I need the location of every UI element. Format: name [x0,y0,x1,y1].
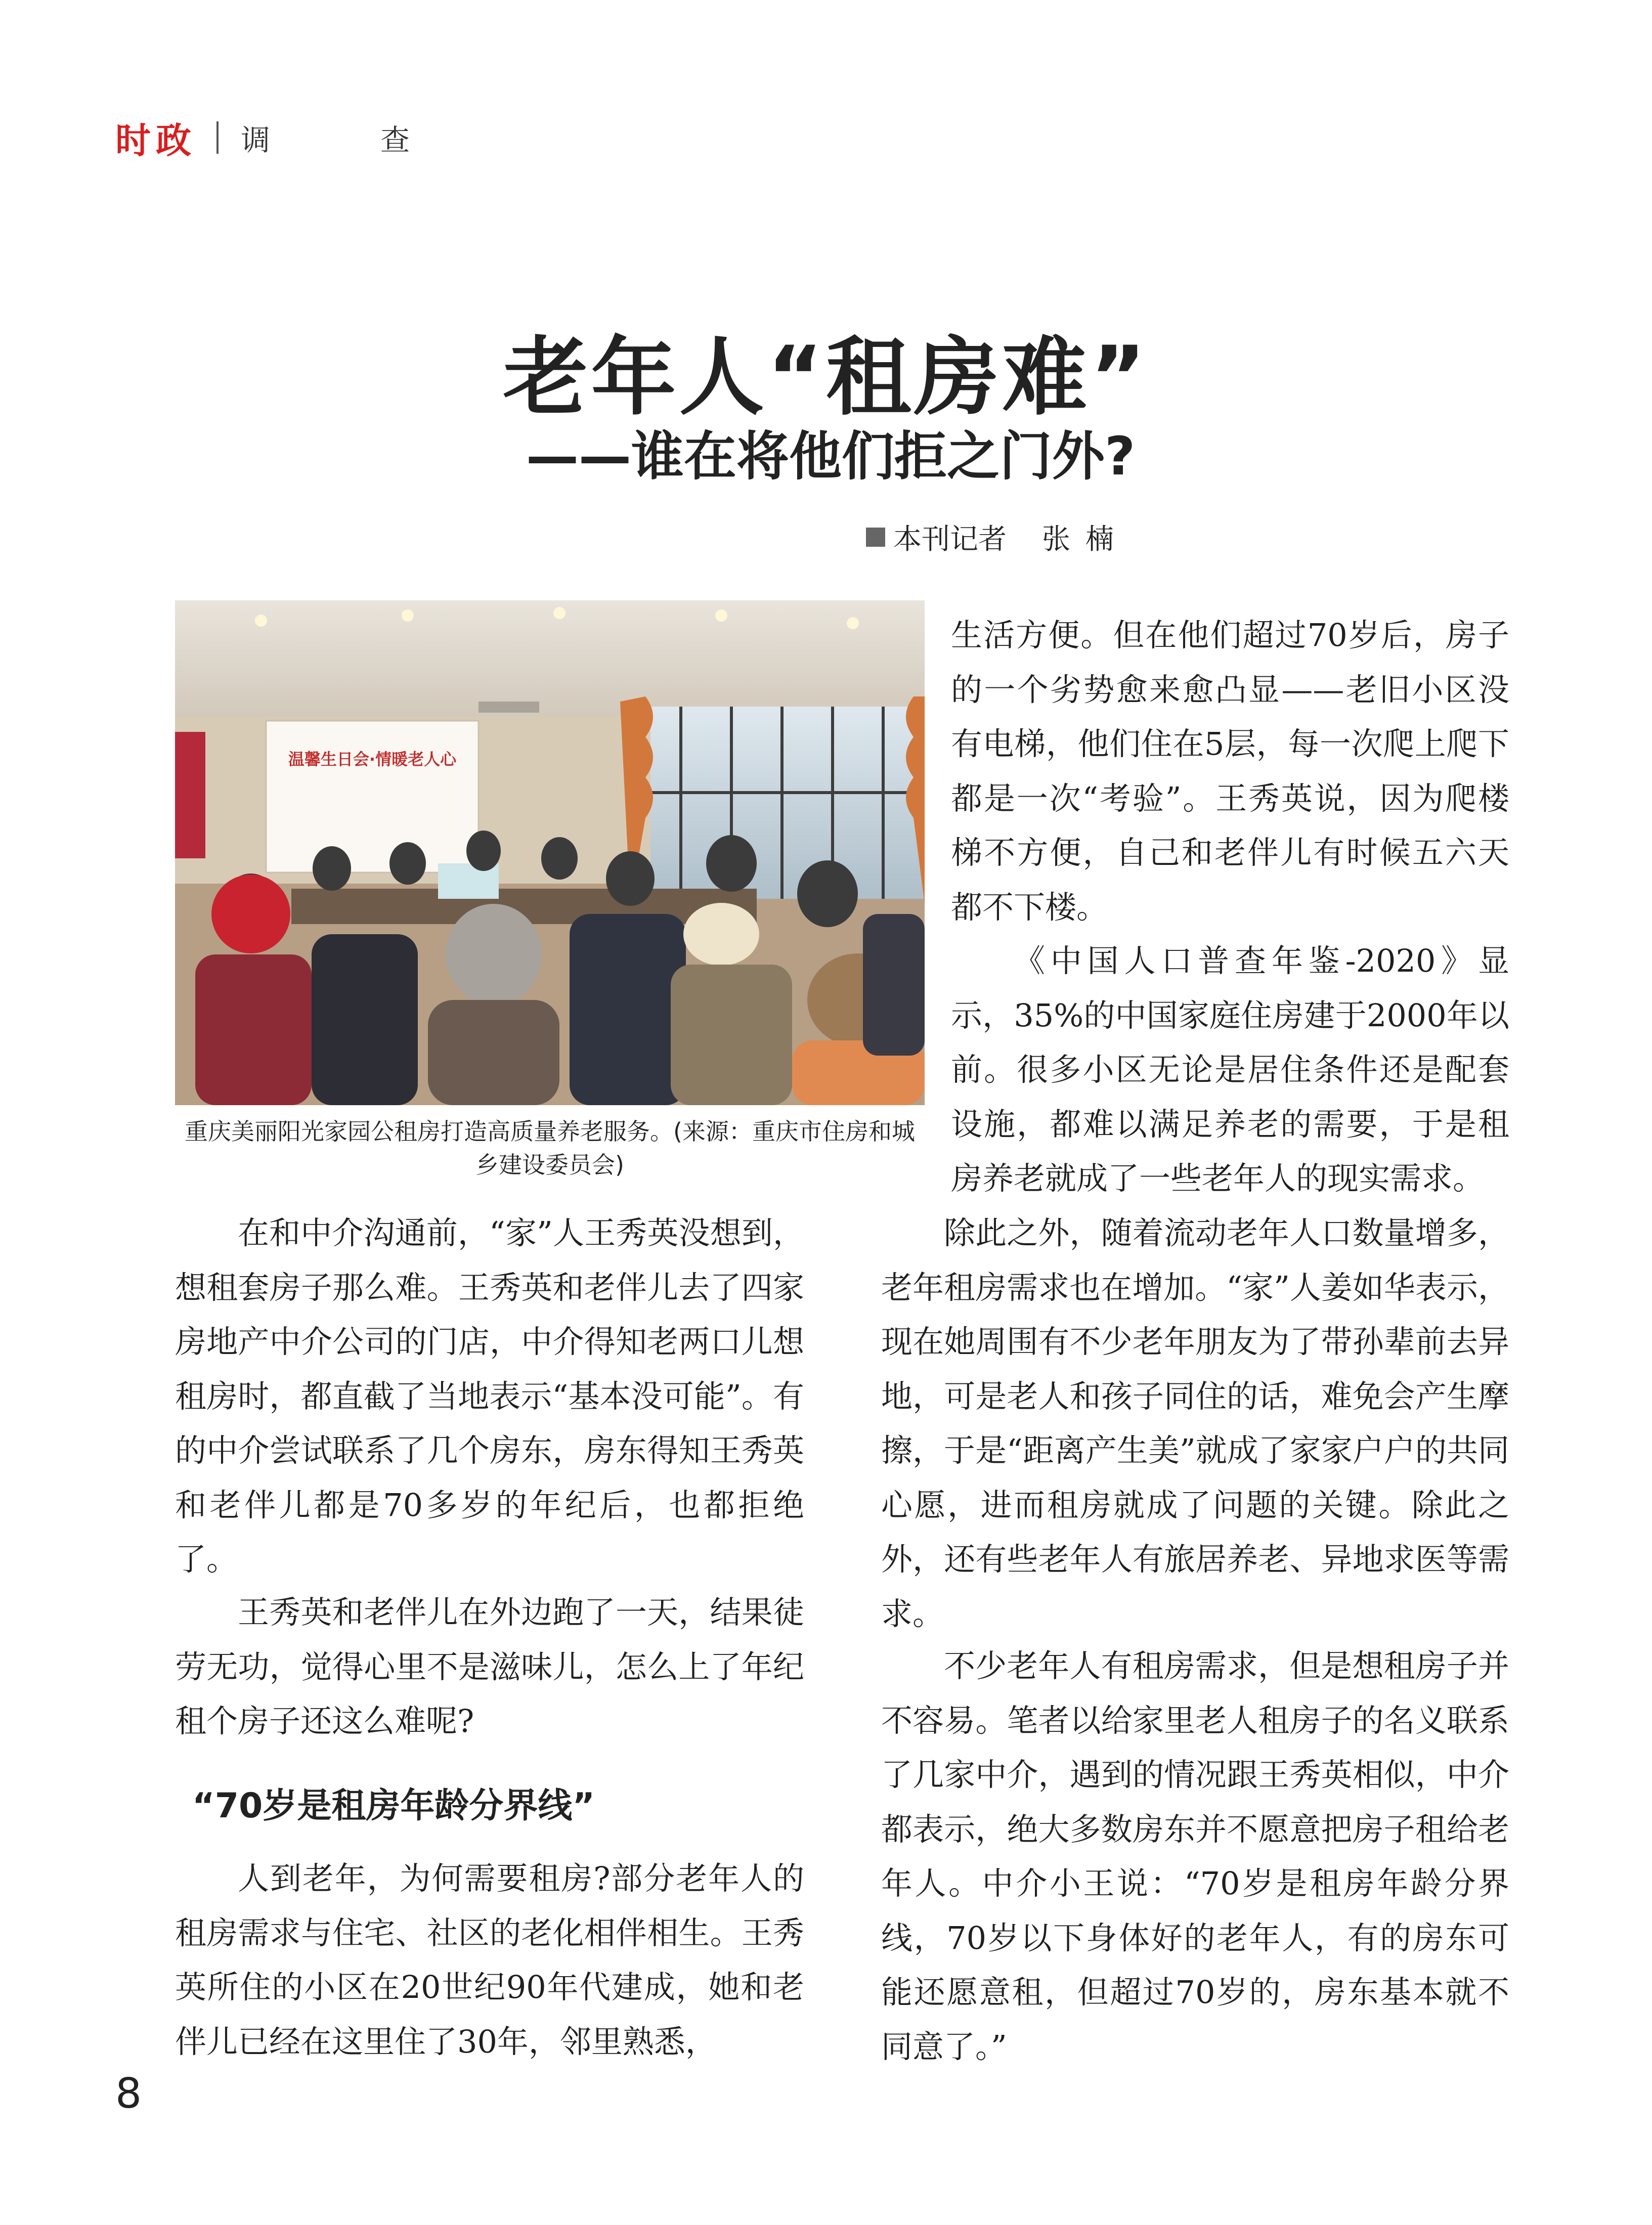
article-title: 老年人“租房难” [503,328,1149,427]
section-header [115,112,450,163]
byline-label: 本刊记者 [893,523,1007,556]
byline [866,517,1129,557]
left-paragraph-2: 王秀英和老伴儿在外边跑了一天，结果徒劳无功，觉得心里不是滋味儿，怎么上了年纪租个房子还这么难呢? [175,1594,804,1739]
photo-illustration [175,600,925,1105]
right-paragraph-4: 不少老年人有租房需求，但是想租房子并不容易。笔者以给家里老人租房子的名义联系了几家中介，遇到的情况跟王秀英相似，中介都表示，绝大多数房东并不愿意把房子租给老年人。中介小王说：“70岁是租房年龄分界线，70岁以下身体好的老年人，有的房东可能还愿意租，但超过70岁的，房东基本就不同意了。” [881,1647,1509,2065]
byline-name: 张楠 [1042,523,1129,556]
section-label: 时政 [115,119,196,161]
subsection-label: 调 查 [241,123,451,157]
right-paragraph-3: 除此之外，随着流动老年人口数量增多，老年租房需求也在增加。“家”人姜如华表示，现在她周围有不少老年朋友为了带孙辈前去异地，可是老人和孩子同住的话，难免会产生摩擦，于是“距离产生美”就成了家家户户的共同心愿，进而租房就成了问题的关键。除此之外，还有些老年人有旅居养老、异地求医等需求。 [881,1214,1509,1632]
right-paragraph-1: 生活方便。但在他们超过70岁后，房子的一个劣势愈来愈凸显——老旧小区没有电梯，他们住在5层，每一次爬上爬下都是一次“考验”。王秀英说，因为爬楼梯不方便，自己和老伴儿有时候五六天都不下楼。 [951,617,1509,926]
page-number: 8 [115,2070,142,2118]
photo-banner-text: 温馨生日会·情暖老人心 [288,750,457,769]
right-paragraph-2: 《中国人口普查年鉴-2020》显示，35%的中国家庭住房建于2000年以前。很多小区无论是居住条件还是配套设施，都难以满足养老的需要，于是租房养老就成了一些老年人的现实需求。 [951,942,1509,1197]
section-heading: “70岁是租房年龄分界线” [192,1786,595,1826]
left-paragraph-1: 在和中介沟通前，“家”人王秀英没想到，想租套房子那么难。王秀英和老伴儿去了四家房地产中介公司的门店，中介得知老两口儿想租房时，都直截了当地表示“基本没可能”。有的中介尝试联系了几个房东，房东得知王秀英和老伴儿都是70多岁的年纪后，也都拒绝了。 [175,1214,804,1578]
header-divider [216,121,219,154]
article-subtitle: ——谁在将他们拒之门外? [526,425,1136,487]
photo-caption: 重庆美丽阳光家园公租房打造高质量养老服务。(来源：重庆市住房和城乡建设委员会) [185,1118,915,1179]
byline-square-icon [866,528,885,547]
article-photo [175,600,925,1105]
left-paragraph-3: 人到老年，为何需要租房?部分老年人的租房需求与住宅、社区的老化相伴相生。王秀英所住的小区在20世纪90年代建成，她和老伴儿已经在这里住了30年，邻里熟悉， [175,1860,804,2060]
